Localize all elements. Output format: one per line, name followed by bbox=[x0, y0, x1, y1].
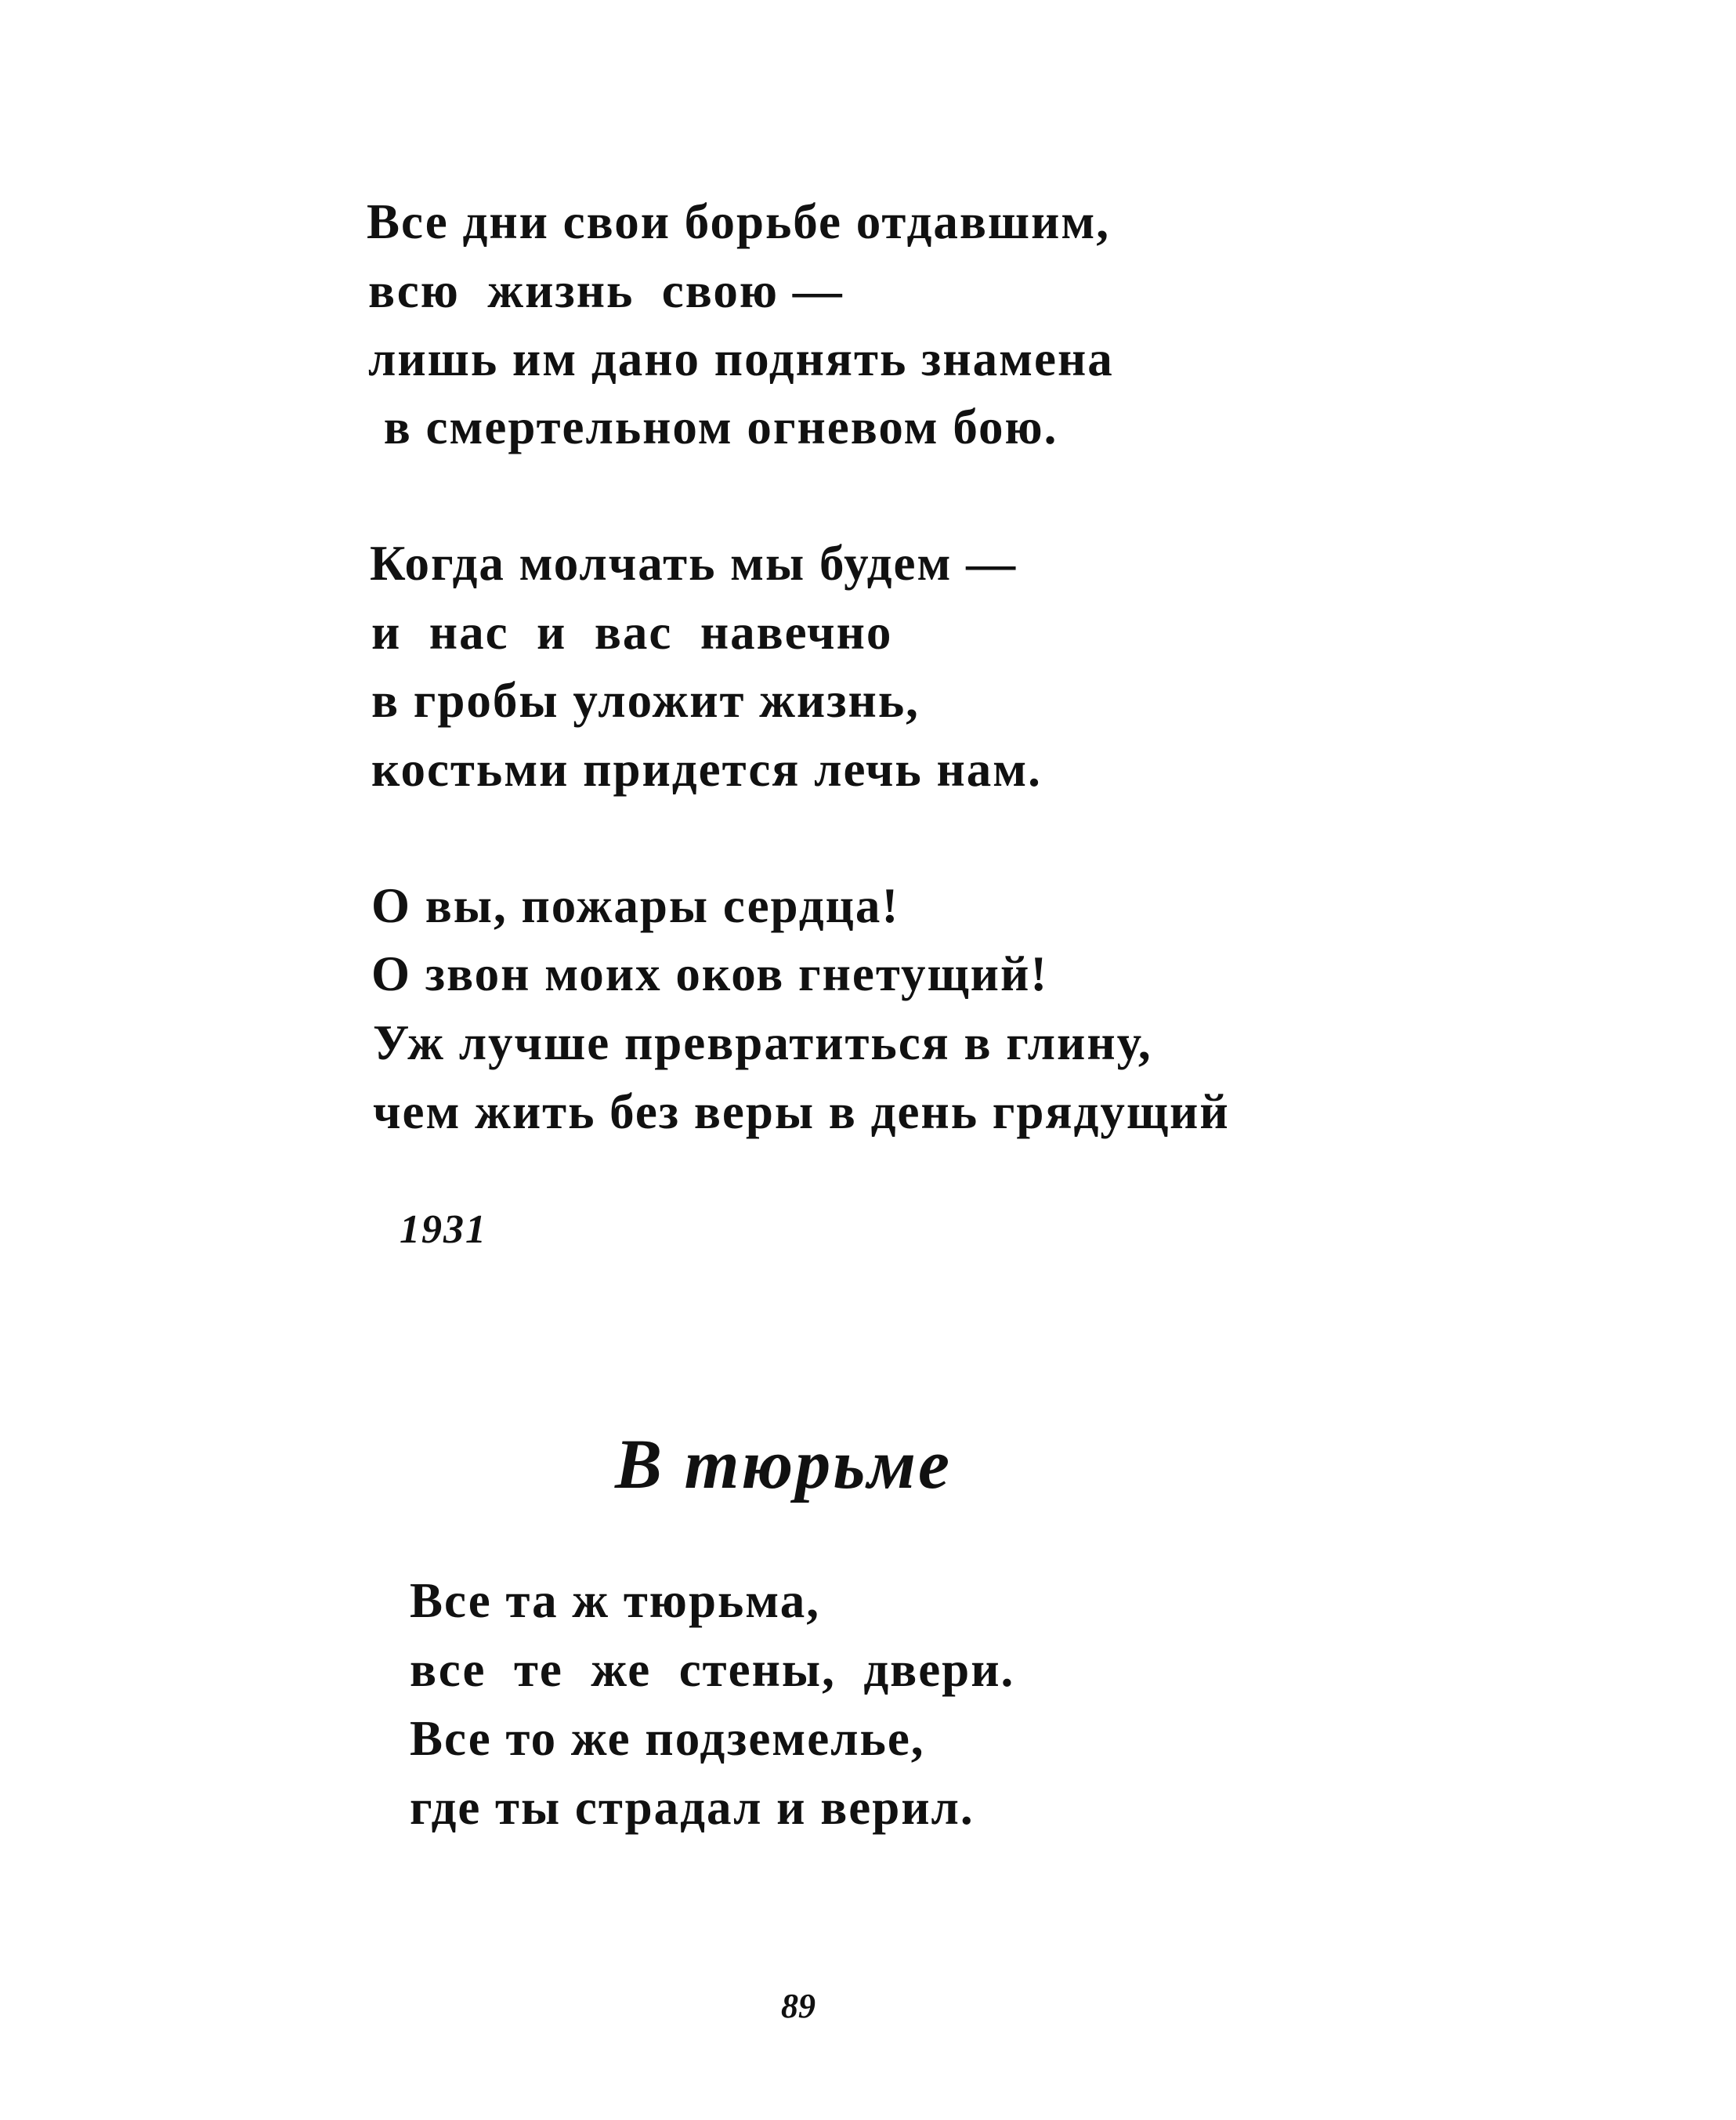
poem-date: 1931 bbox=[400, 1207, 487, 1252]
poem-line: О звон моих оков гнетущий! bbox=[371, 946, 1049, 1001]
poem-line: Все дни свои борьбе отдавшим, bbox=[367, 194, 1111, 249]
poem-line: всю жизнь свою — bbox=[368, 263, 844, 318]
poem-line: Когда молчать мы будем — bbox=[370, 536, 1018, 591]
poem-line: Все то же подземелье, bbox=[410, 1711, 925, 1766]
poem-line: Все та ж тюрьма, bbox=[410, 1573, 821, 1628]
poem-line: в смертельном огневом бою. bbox=[370, 400, 1058, 454]
poem-title: В тюрьме bbox=[615, 1426, 952, 1503]
poem-line: в гробы уложит жизнь, bbox=[371, 673, 920, 728]
poem-line: все те же стены, двери. bbox=[410, 1642, 1015, 1697]
poem-line: где ты страдал и верил. bbox=[410, 1780, 975, 1835]
poem-line: лишь им дано поднять знамена bbox=[368, 331, 1114, 386]
poem-line: чем жить без веры в день грядущий bbox=[373, 1084, 1230, 1139]
page-number: 89 bbox=[781, 1987, 816, 2025]
poem-line: и нас и вас навечно bbox=[371, 605, 893, 660]
poem-line: костьми придется лечь нам. bbox=[371, 742, 1042, 797]
poem-line: О вы, пожары сердца! bbox=[371, 878, 900, 933]
poem-line: Уж лучше превратиться в глину, bbox=[373, 1015, 1152, 1070]
